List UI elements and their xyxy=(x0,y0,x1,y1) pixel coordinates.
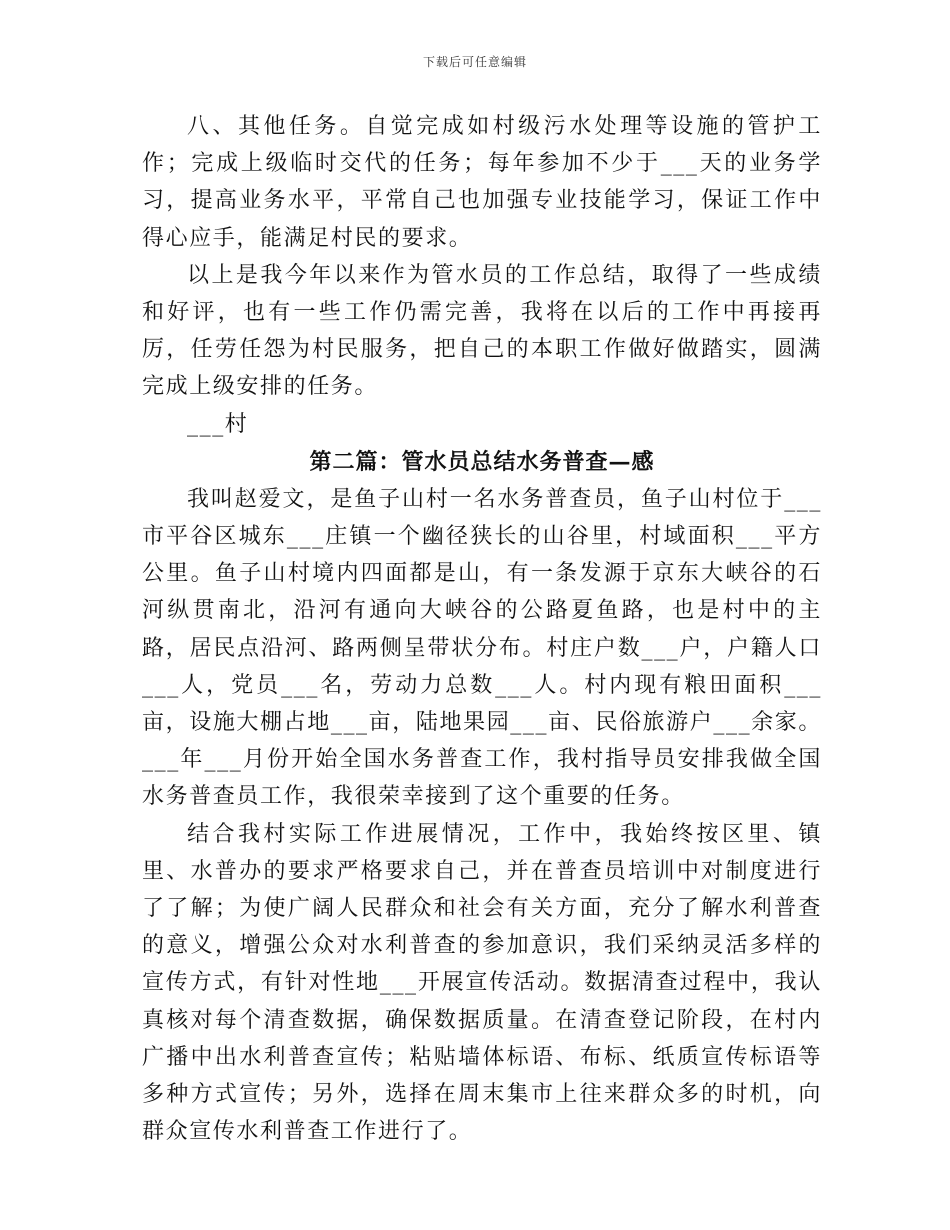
paragraph-summary-conclusion: 以上是我今年以来作为管水员的工作总结，取得了一些成绩和好评，也有一些工作仍需完善，我将在以后的工作中再接再厉，任劳任怨为村民服务，把自己的本职工作做好做踏实，圆满完成上级安排的任务。 xyxy=(142,262,822,400)
village-signature: ___村 xyxy=(187,411,249,437)
page-header-note: 下载后可任意编辑 xyxy=(422,55,527,69)
paragraph-other-tasks: 八、其他任务。自觉完成如村级污水处理等设施的管护工作；完成上级临时交代的任务；每年参加不少于___天的业务学习，提高业务水平，平常自己也加强专业技能学习，保证工作中得心应手，能满足村民的要求。 xyxy=(142,114,822,251)
paragraph-work-progress: 结合我村实际工作进展情况，工作中，我始终按区里、镇里、水普办的要求严格要求自己，并在普查员培训中对制度进行了了解；为使广阔人民群众和社会有关方面，充分了解水利普查的意义，增强公众对水利普查的参加意识，我们采纳灵活多样的宣传方式，有针对性地___开展宣传活动。数据清查过程中，我认真核对每个清查数据，确保数据质量。在清查登记阶段，在村内广播中出水利普查宣传；粘贴墙体标语、布标、纸质宣传标语等多种方式宣传；另外，选择在周末集市上往来群众多的时机，向群众宣传水利普查工作进行了。 xyxy=(142,821,822,1145)
section-title: 第二篇：管水员总结水务普查—感 xyxy=(309,448,655,475)
paragraph-introduction: 我叫赵爱文，是鱼子山村一名水务普查员，鱼子山村位于___市平谷区城东___庄镇一个幽径狭长的山谷里，村域面积___平方公里。鱼子山村境内四面都是山，有一条发源于京东大峡谷的石河纵贯南北，沿河有通向大峡谷的公路夏鱼路，也是村中的主路，居民点沿河、路两侧呈带状分布。村庄户数___户，户籍人口___人，党员___名，劳动力总数___人。村内现有粮田面积___亩，设施大棚占地___亩，陆地果园___亩、民俗旅游户___余家。___年___月份开始全国水务普查工作，我村指导员安排我做全国水务普查员工作，我很荣幸接到了这个重要的任务。 xyxy=(142,486,822,810)
document-body xyxy=(142,108,822,1150)
